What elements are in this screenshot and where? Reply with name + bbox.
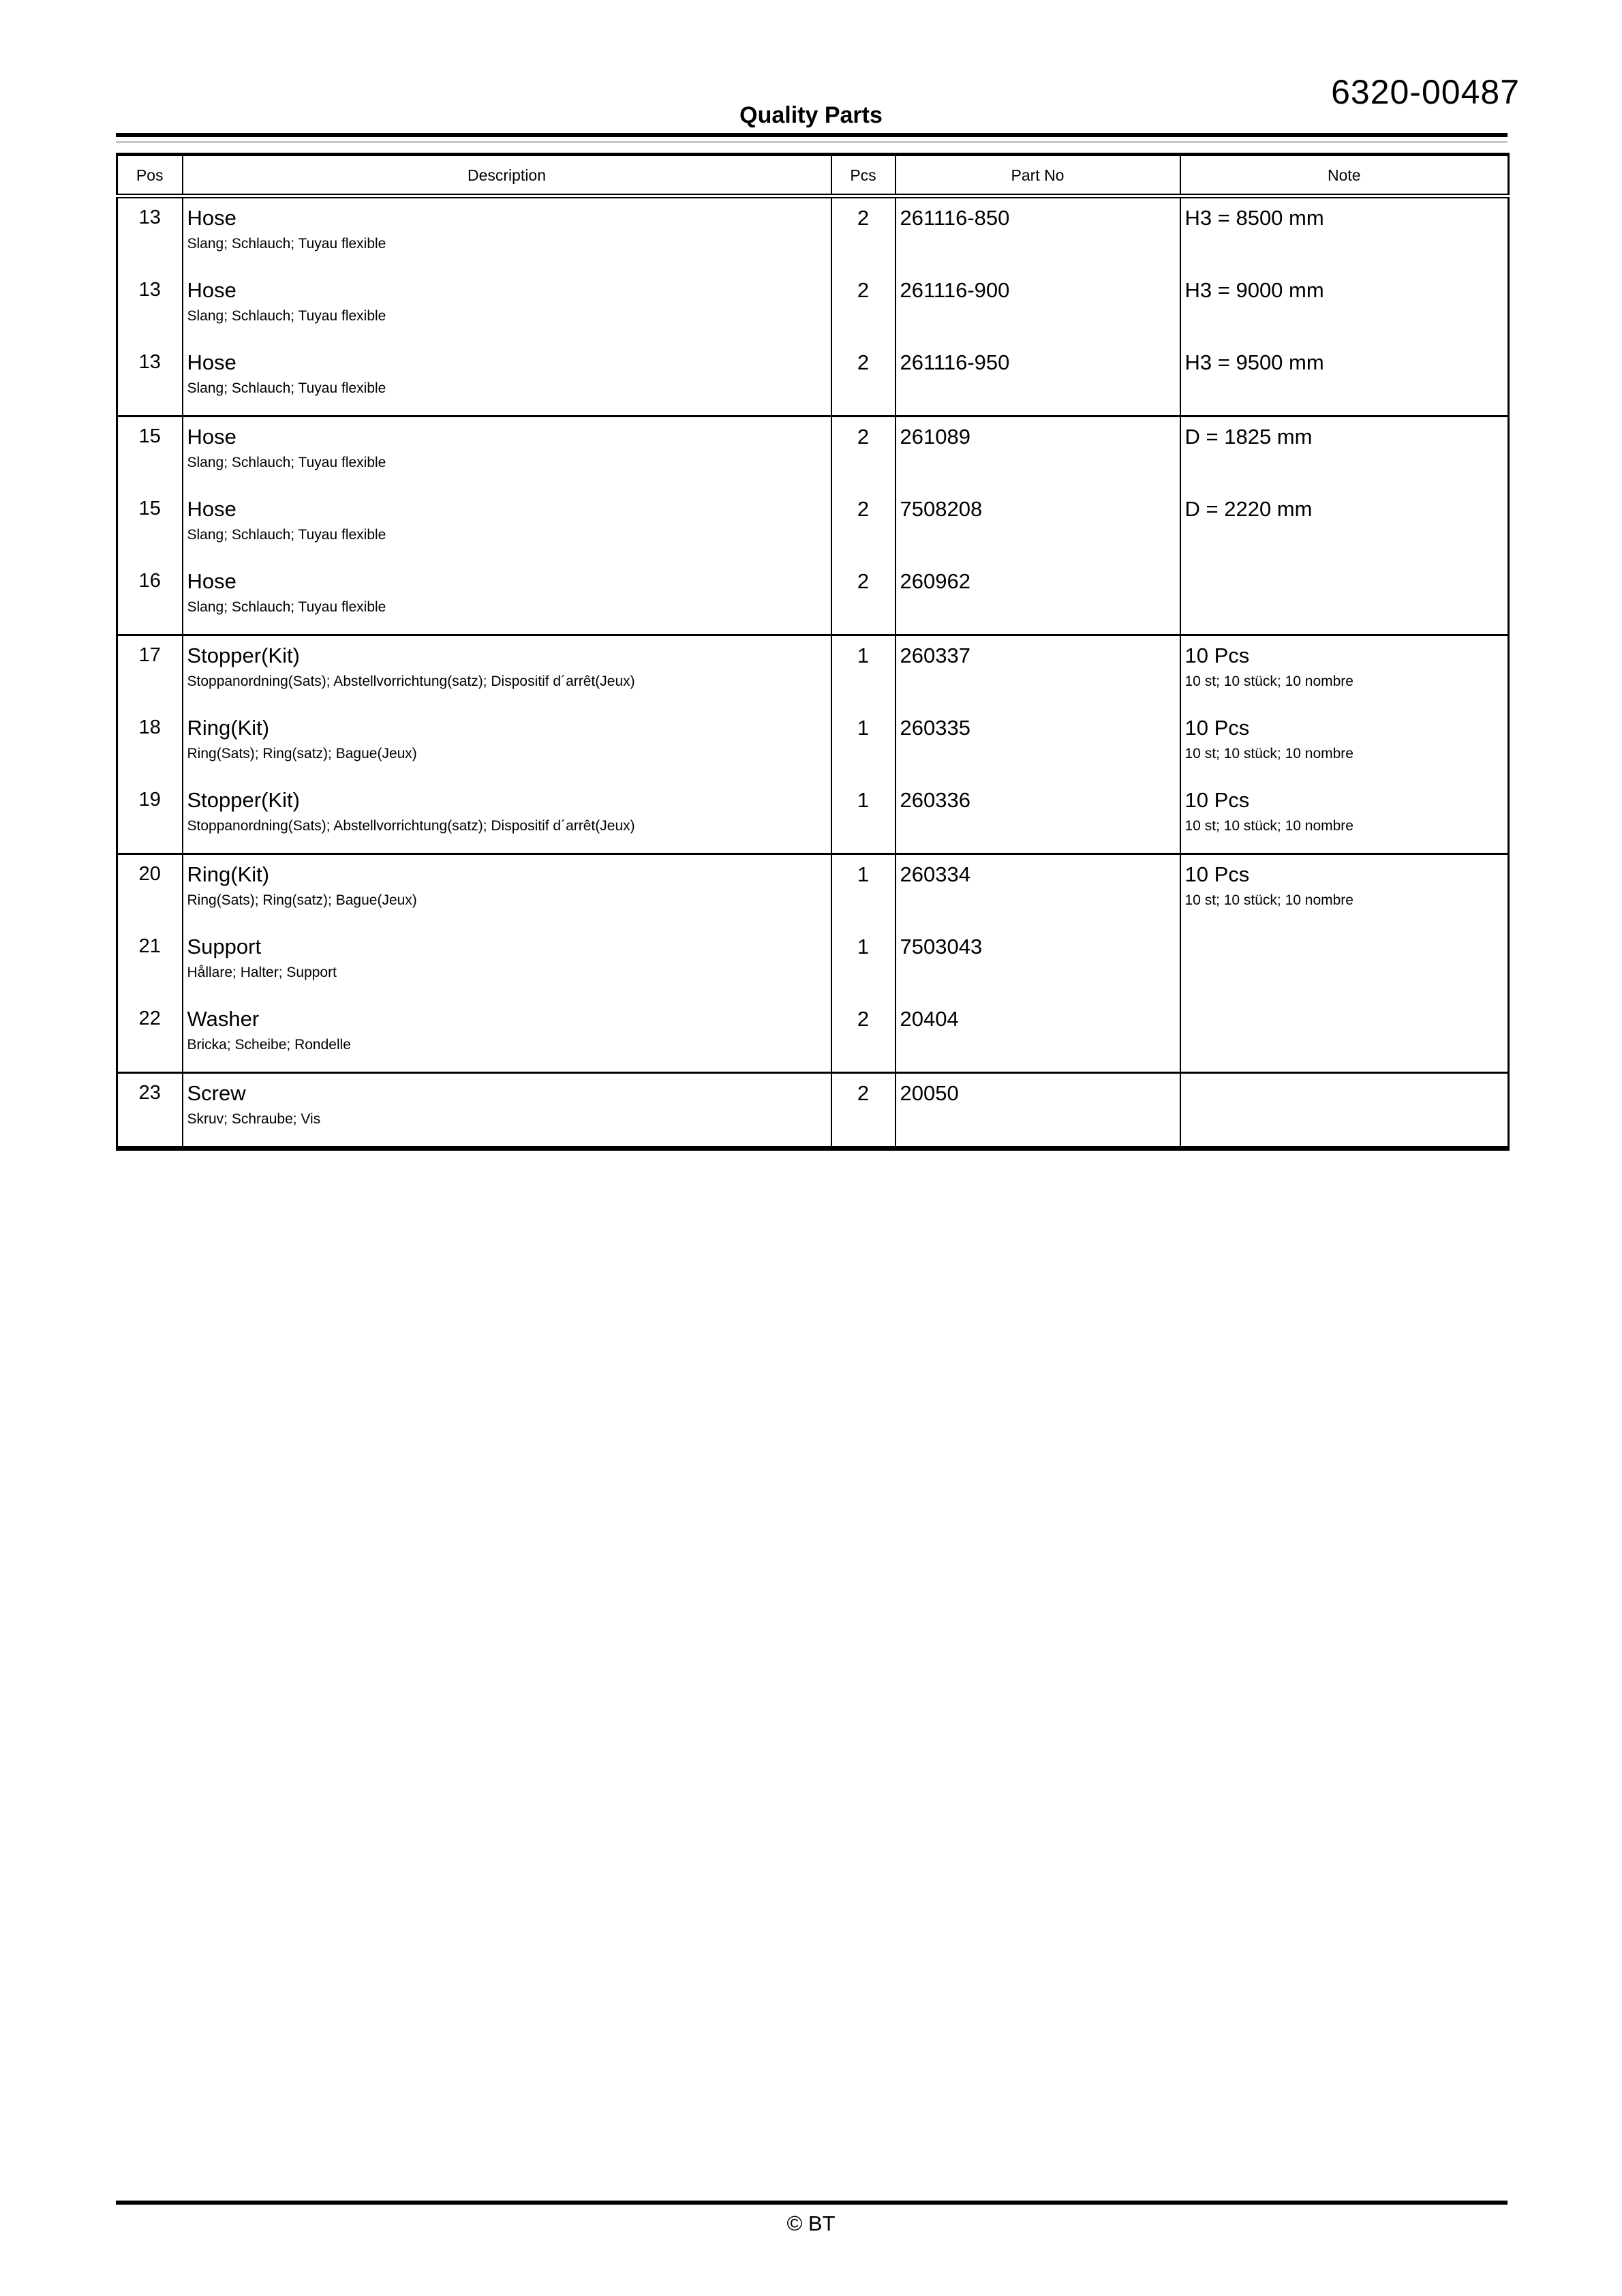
description-translations: Ring(Sats); Ring(satz); Bague(Jeux) — [187, 892, 417, 908]
note-value: 10 Pcs — [1184, 788, 1250, 812]
column-header-pcs: Pcs — [831, 155, 896, 196]
pos-cell — [117, 635, 183, 709]
note-translations: 10 st; 10 stück; 10 nombre — [1184, 818, 1353, 834]
part-no-cell — [896, 489, 1180, 562]
pos-value: 19 — [138, 789, 161, 811]
description-translations: Slang; Schlauch; Tuyau flexible — [187, 455, 386, 470]
table-row — [117, 1073, 1509, 1149]
description-name: Hose — [187, 425, 236, 449]
description-cell — [183, 927, 831, 999]
part-no-value: 260337 — [900, 644, 970, 667]
pcs-cell — [831, 196, 896, 271]
description-cell — [183, 562, 831, 635]
part-no-value: 261116-900 — [900, 278, 1010, 302]
pcs-cell — [831, 635, 896, 709]
part-no-value: 20404 — [900, 1007, 959, 1031]
pos-cell — [117, 999, 183, 1073]
table-row — [117, 635, 1509, 709]
note-cell — [1180, 417, 1509, 490]
pcs-value: 2 — [857, 1081, 870, 1105]
description-translations: Slang; Schlauch; Tuyau flexible — [187, 599, 386, 615]
pos-cell — [117, 1073, 183, 1149]
note-value: 10 Pcs — [1184, 716, 1250, 740]
note-value: H3 = 9500 mm — [1184, 350, 1324, 374]
description-name: Hose — [187, 569, 236, 593]
note-value: H3 = 9000 mm — [1184, 278, 1324, 302]
part-no-cell — [896, 562, 1180, 635]
table-row — [117, 927, 1509, 999]
description-translations: Ring(Sats); Ring(satz); Bague(Jeux) — [187, 746, 417, 761]
part-no-value: 7503043 — [900, 935, 983, 958]
table-row — [117, 708, 1509, 781]
table-row — [117, 562, 1509, 635]
part-no-cell — [896, 343, 1180, 417]
part-no-value: 7508208 — [900, 497, 983, 521]
pos-cell — [117, 489, 183, 562]
pos-cell — [117, 927, 183, 999]
note-cell — [1180, 635, 1509, 709]
description-name: Hose — [187, 206, 236, 230]
pos-cell — [117, 562, 183, 635]
description-cell — [183, 781, 831, 854]
description-cell — [183, 196, 831, 271]
pcs-cell — [831, 562, 896, 635]
part-no-cell — [896, 1073, 1180, 1149]
column-header-note: Note — [1180, 155, 1509, 196]
pos-value: 23 — [138, 1082, 161, 1104]
parts-table — [116, 153, 1510, 1151]
note-translations: 10 st; 10 stück; 10 nombre — [1184, 674, 1353, 689]
description-translations: Bricka; Scheibe; Rondelle — [187, 1037, 351, 1053]
pcs-value: 2 — [857, 350, 870, 374]
pos-value: 18 — [138, 716, 161, 738]
pos-value: 16 — [138, 570, 161, 592]
pos-cell — [117, 854, 183, 928]
description-cell — [183, 708, 831, 781]
pos-value: 22 — [138, 1008, 161, 1029]
pcs-value: 1 — [857, 644, 870, 667]
part-no-cell — [896, 781, 1180, 854]
note-cell — [1180, 196, 1509, 271]
note-cell — [1180, 1073, 1509, 1149]
table-row — [117, 854, 1509, 928]
description-name: Ring(Kit) — [187, 862, 270, 886]
pos-cell — [117, 343, 183, 417]
header-row — [117, 155, 1509, 196]
pcs-value: 2 — [857, 425, 870, 449]
table-row — [117, 489, 1509, 562]
pcs-value: 2 — [857, 497, 870, 521]
description-translations: Slang; Schlauch; Tuyau flexible — [187, 236, 386, 252]
column-header-description: Description — [183, 155, 831, 196]
pos-value: 21 — [138, 935, 161, 957]
note-value: D = 1825 mm — [1184, 425, 1313, 449]
part-no-cell — [896, 927, 1180, 999]
part-no-value: 261116-850 — [900, 206, 1010, 230]
description-name: Stopper(Kit) — [187, 788, 300, 812]
description-cell — [183, 635, 831, 709]
pcs-value: 2 — [857, 278, 870, 302]
part-no-value: 260962 — [900, 569, 970, 593]
pos-cell — [117, 781, 183, 854]
pos-value: 17 — [138, 644, 161, 666]
note-value: D = 2220 mm — [1184, 497, 1313, 521]
part-no-value: 261116-950 — [900, 350, 1010, 374]
part-no-cell — [896, 417, 1180, 490]
pcs-cell — [831, 781, 896, 854]
description-name: Stopper(Kit) — [187, 644, 300, 667]
pos-value: 15 — [138, 498, 161, 519]
note-cell — [1180, 562, 1509, 635]
note-value: 10 Pcs — [1184, 644, 1250, 667]
part-no-value: 260336 — [900, 788, 970, 812]
pcs-cell — [831, 927, 896, 999]
pcs-cell — [831, 854, 896, 928]
pcs-cell — [831, 417, 896, 490]
column-header-part-no: Part No — [896, 155, 1180, 196]
pos-value: 13 — [138, 351, 161, 373]
part-no-cell — [896, 999, 1180, 1073]
description-translations: Stoppanordning(Sats); Abstellvorrichtung(satz); Dispositif d´arrêt(Jeux) — [187, 818, 635, 834]
parts-table-header — [117, 155, 1509, 196]
description-name: Washer — [187, 1007, 260, 1031]
note-cell — [1180, 927, 1509, 999]
header-rule — [116, 133, 1508, 137]
pos-value: 13 — [138, 207, 161, 228]
description-cell — [183, 417, 831, 490]
note-translations: 10 st; 10 stück; 10 nombre — [1184, 892, 1353, 908]
pcs-cell — [831, 708, 896, 781]
pcs-cell — [831, 1073, 896, 1149]
table-row — [117, 781, 1509, 854]
table-row — [117, 417, 1509, 490]
pcs-value: 2 — [857, 1007, 870, 1031]
description-cell — [183, 1073, 831, 1149]
pcs-cell — [831, 271, 896, 343]
description-name: Ring(Kit) — [187, 716, 270, 740]
part-no-value: 20050 — [900, 1081, 959, 1105]
description-translations: Stoppanordning(Sats); Abstellvorrichtung(satz); Dispositif d´arrêt(Jeux) — [187, 674, 635, 689]
pos-cell — [117, 271, 183, 343]
table-row — [117, 343, 1509, 417]
description-cell — [183, 343, 831, 417]
description-name: Hose — [187, 278, 236, 302]
description-cell — [183, 489, 831, 562]
pos-cell — [117, 196, 183, 271]
part-no-value: 260335 — [900, 716, 970, 740]
description-translations: Slang; Schlauch; Tuyau flexible — [187, 527, 386, 543]
table-row — [117, 271, 1509, 343]
table-row — [117, 999, 1509, 1073]
description-cell — [183, 854, 831, 928]
column-header-pos: Pos — [117, 155, 183, 196]
note-cell — [1180, 999, 1509, 1073]
pcs-value: 1 — [857, 716, 870, 740]
footer-copyright: © BT — [786, 2211, 836, 2235]
pos-value: 15 — [138, 425, 161, 447]
pos-cell — [117, 417, 183, 490]
description-name: Screw — [187, 1081, 246, 1105]
header-rule-echo — [116, 141, 1508, 143]
part-no-cell — [896, 854, 1180, 928]
pos-cell — [117, 708, 183, 781]
description-cell — [183, 271, 831, 343]
part-no-value: 261089 — [900, 425, 970, 449]
note-cell — [1180, 343, 1509, 417]
footer-rule — [116, 2201, 1508, 2205]
note-cell — [1180, 781, 1509, 854]
pos-value: 13 — [138, 279, 161, 301]
pcs-cell — [831, 489, 896, 562]
parts-table-body — [117, 196, 1509, 1149]
pcs-cell — [831, 999, 896, 1073]
description-translations: Skruv; Schraube; Vis — [187, 1111, 321, 1127]
note-cell — [1180, 854, 1509, 928]
pos-value: 20 — [138, 863, 161, 885]
description-translations: Slang; Schlauch; Tuyau flexible — [187, 308, 386, 324]
pcs-value: 2 — [857, 206, 870, 230]
table-row — [117, 196, 1509, 271]
part-no-cell — [896, 196, 1180, 271]
note-value: 10 Pcs — [1184, 862, 1250, 886]
note-translations: 10 st; 10 stück; 10 nombre — [1184, 746, 1353, 761]
page-title: Quality Parts — [739, 102, 883, 128]
description-name: Support — [187, 935, 262, 958]
note-cell — [1180, 271, 1509, 343]
description-cell — [183, 999, 831, 1073]
description-name: Hose — [187, 497, 236, 521]
description-translations: Hållare; Halter; Support — [187, 965, 337, 980]
part-no-cell — [896, 635, 1180, 709]
part-no-value: 260334 — [900, 862, 970, 886]
pcs-value: 1 — [857, 935, 870, 958]
pcs-value: 1 — [857, 788, 870, 812]
description-name: Hose — [187, 350, 236, 374]
pcs-value: 1 — [857, 862, 870, 886]
document-number: 6320-00487 — [1331, 73, 1520, 111]
note-value: H3 = 8500 mm — [1184, 206, 1324, 230]
pcs-value: 2 — [857, 569, 870, 593]
note-cell — [1180, 489, 1509, 562]
part-no-cell — [896, 271, 1180, 343]
part-no-cell — [896, 708, 1180, 781]
description-translations: Slang; Schlauch; Tuyau flexible — [187, 380, 386, 396]
note-cell — [1180, 708, 1509, 781]
pcs-cell — [831, 343, 896, 417]
